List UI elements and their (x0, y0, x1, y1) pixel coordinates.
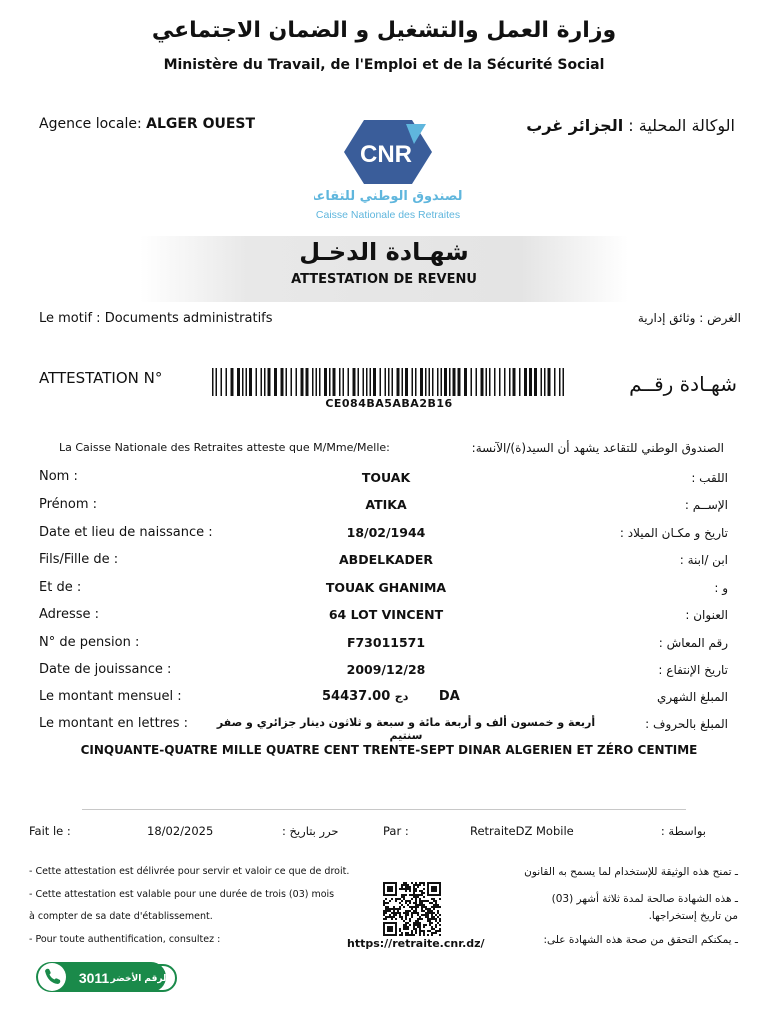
par-label-ar: بواسطة : (660, 824, 706, 838)
agency-label-ar: الوكالة المحلية : (628, 116, 735, 135)
monthly-amount-row (322, 689, 460, 704)
attestation-number: CE084BA5ABA2B16 (325, 397, 453, 410)
cnr-logo-icon (314, 118, 462, 224)
letters-label-fr: Le montant en lettres : (39, 716, 189, 731)
motif-fr: Le motif : Documents administratifs (39, 311, 273, 326)
field-label-adresse: Adresse : (39, 607, 100, 622)
field-value-nom: TOUAK (361, 470, 411, 485)
qr-code (383, 882, 441, 936)
field-label-ar-pere: ابن /ابنة : (679, 553, 728, 567)
field-label-mere: Et de : (39, 580, 82, 595)
note-fr-2b: à compter de sa date d'établissement. (29, 911, 213, 922)
currency-ar: دج (394, 690, 409, 703)
verify-url[interactable]: https://retraite.cnr.dz/ (347, 937, 485, 950)
logo-name-fr: Caisse Nationale des Retraites (315, 209, 461, 221)
letters-label-ar: المبلغ بالحروف : (645, 717, 728, 731)
note-ar-2a: ـ هذه الشهادة صالحة لمدة ثلاثة أشهر (03) (551, 893, 738, 905)
field-value-adresse: 64 LOT VINCENT (328, 607, 444, 622)
field-label-prenom: Prénom : (39, 497, 98, 512)
letters-value-fr: CINQUANTE-QUATRE MILLE QUATRE CENT TRENTE-SEPT DINAR ALGERIEN ET ZÉRO CENTIME (80, 743, 698, 757)
intro-ar: الصندوق الوطني للتقاعد يشهد أن السيد(ة)/الآنسة: (471, 441, 724, 455)
certificate-title-ar: شهـادة الدخـل (299, 238, 469, 266)
fait-label-ar: حرر بتاريخ : (282, 824, 339, 838)
note-fr-3: - Pour toute authentification, consultez : (29, 934, 221, 945)
par-label: Par : (383, 824, 409, 838)
currency-da: DA (438, 689, 460, 704)
note-fr-1: - Cette attestation est délivrée pour servir et valoir ce que de droit. (29, 866, 350, 877)
fait-label: Fait le : (29, 824, 71, 838)
logo-abbr: CNR (360, 141, 412, 168)
note-ar-2b: من تاريخ إستخراجها. (648, 910, 738, 922)
barcode (212, 368, 566, 396)
field-label-ar-nom: اللقب : (691, 471, 728, 485)
field-label-ar-mere: و : (714, 581, 728, 595)
field-label-ar-pension: رقم المعاش : (658, 636, 728, 650)
logo-name-ar: الصندوق الوطني للتقاعد (314, 189, 462, 204)
monthly-amount: 54437.00 (322, 689, 391, 704)
cnr-logo (314, 118, 462, 224)
agency-value-ar: الجزائر غرب (526, 116, 624, 135)
field-value-prenom: ATIKA (365, 497, 407, 512)
field-label-nom: Nom : (39, 469, 78, 484)
field-value-pension: F73011571 (346, 635, 426, 650)
badge-text-ar: الرقم الأخضر (110, 974, 170, 984)
field-label-jouissance: Date de jouissance : (39, 662, 172, 677)
agency-fr (39, 116, 255, 132)
fait-date: 18/02/2025 (147, 824, 214, 838)
intro-fr: La Caisse Nationale des Retraites atteste que M/Mme/Melle: (59, 441, 390, 454)
motif-ar: الغرض : وثائق إدارية (637, 311, 741, 325)
note-fr-2a: - Cette attestation est valable pour une durée de trois (03) mois (29, 889, 335, 900)
ministry-title-ar: وزارة العمل والتشغيل و الضمان الاجتماعي (151, 18, 617, 43)
field-label-ar-naissance: تاريخ و مكـان الميلاد : (619, 526, 728, 540)
field-value-naissance: 18/02/1944 (346, 525, 426, 540)
attestation-label-ar: شهـادة رقــم (629, 372, 737, 396)
field-value-pere: ABDELKADER (339, 552, 433, 567)
badge-number: 3011 (78, 970, 110, 986)
monthly-label-ar: المبلغ الشهري (657, 690, 728, 704)
field-value-jouissance: 2009/12/28 (346, 662, 426, 677)
ministry-title-fr: Ministère du Travail, de l'Emploi et de la Sécurité Social (163, 57, 605, 73)
divider (82, 809, 686, 810)
field-value-mere: TOUAK GHANIMA (325, 580, 447, 595)
agency-label-fr: Agence locale: (39, 116, 142, 132)
par-value: RetraiteDZ Mobile (470, 824, 574, 838)
agency-value-fr: ALGER OUEST (146, 116, 256, 132)
green-number-badge (32, 960, 178, 996)
agency-ar (526, 116, 735, 135)
field-label-pension: N° de pension : (39, 635, 140, 650)
field-label-pere: Fils/Fille de : (39, 552, 119, 567)
field-label-naissance: Date et lieu de naissance : (39, 525, 213, 540)
note-ar-1: ـ تمنح هذه الوثيقة للإستخدام لما يسمح به القانون (524, 866, 738, 878)
monthly-label-fr: Le montant mensuel : (39, 689, 182, 704)
attestation-label-fr: ATTESTATION N° (39, 369, 163, 387)
field-label-ar-jouissance: تاريخ الإنتفاع : (658, 663, 728, 677)
field-label-ar-prenom: الإســم : (684, 498, 728, 512)
certificate-title-fr: ATTESTATION DE REVENU (291, 272, 477, 287)
note-ar-3: ـ يمكنكم التحقق من صحة هذه الشهادة على: (543, 934, 738, 946)
letters-value-ar: أربعة و خمسون ألف و أربعة مائة و سبعة و ثلاثون دينار جزائري و صفر سنتيم (216, 716, 596, 742)
field-label-ar-adresse: العنوان : (685, 608, 728, 622)
